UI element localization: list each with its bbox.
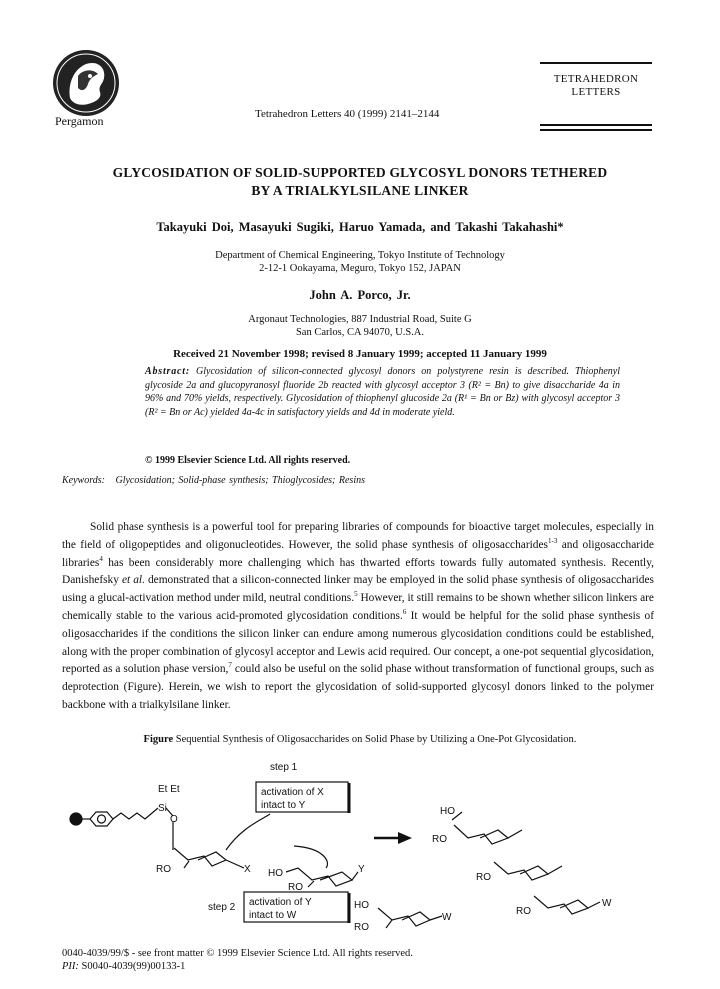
journal-citation: Tetrahedron Letters 40 (1999) 2141–2144 [255, 108, 440, 120]
box2-line2: intact to W [249, 910, 297, 921]
text-segment: and oligosaccharide libraries [62, 538, 654, 569]
series-rule-bottom-2 [540, 129, 652, 131]
body-text [62, 519, 654, 715]
author-list: Takayuki Doi, Masayuki Sugiki, Haruo Yamada, and Takashi Takahashi* [156, 220, 564, 234]
et-al: et al. [121, 574, 145, 587]
text-segment: It would be helpful for the solid phase synthesis of oligosaccharides if the conditions the silicon linker can endure among numerous glycosidation conditions could be established, along with the proper combination of glycosyl acceptor and Lewis acid required. Our concept, a one-pot sequential glycosidation, reported as a solution phase version, [62, 609, 654, 676]
affiliation-2-line-2: San Carlos, CA 94070, U.S.A. [295, 327, 425, 338]
ro-label-product-2: RO [476, 872, 491, 883]
text-segment: Solid phase synthesis is a powerful tool for preparing libraries of compounds for bioactive target molecules, especially in the field of oligopeptides and oligonucleotides. However, the solid phase synthesis of oligosaccharides [62, 521, 654, 551]
y-label: Y [358, 864, 365, 875]
affiliation-2 [40, 313, 680, 339]
citation-ref: 7 [228, 661, 232, 670]
text-segment: could also be useful on the solid phase without transformation of functional groups, such as deprotection (Figure). Herein, we wish to report the glycosidation of solid-supported glycosyl donors linked to the polymer backbone with a trialkylsilane linker. [62, 663, 654, 711]
keywords [62, 475, 365, 486]
series-rule-bottom-1 [540, 124, 652, 126]
et-groups: Et Et [158, 784, 180, 795]
footer [62, 947, 413, 973]
x-label: X [244, 864, 251, 875]
keywords-items: Glycosidation; Solid-phase synthesis; Thioglycosides; Resins [115, 475, 365, 486]
box1-line2: intact to Y [261, 800, 306, 811]
abstract-label: Abstract: [145, 366, 190, 377]
series-line-1: TETRAHEDRON [553, 73, 639, 85]
reaction-arrow [374, 832, 412, 844]
citation-ref: 6 [402, 608, 407, 617]
journal-series-name [540, 73, 652, 99]
received-dates: Received 21 November 1998; revised 8 January 1999; accepted 11 January 1999 [173, 348, 547, 360]
series-rule-top [540, 62, 652, 64]
ro-label-product-3: RO [516, 906, 531, 917]
ho-label-product: HO [440, 806, 455, 817]
keywords-label: Keywords: [62, 475, 105, 486]
pii-value: S0040-4039(99)00133-1 [78, 961, 186, 972]
title-line-2: BY A TRIALKYLSILANE LINKER [251, 183, 469, 198]
abstract [145, 365, 620, 419]
figure-caption-text: Sequential Synthesis of Oligosaccharides on Solid Phase by Utilizing a One-Pot Glycosidation. [175, 734, 577, 745]
o-atom: O [170, 814, 178, 825]
affiliation-2-line-1: Argonaut Technologies, 887 Industrial Road, Suite G [248, 314, 472, 325]
ro-label-product-1: RO [432, 834, 447, 845]
ho-label-1: HO [268, 868, 283, 879]
pii-label: PII: [62, 961, 79, 972]
text-segment: However, it still remains to be shown whether silicon linkers are chemically stable to the various acid-promoted glycosidation conditions. [62, 592, 654, 622]
reaction-scheme [56, 750, 666, 930]
footer-pii [62, 960, 413, 973]
publisher-logo [48, 48, 124, 118]
citation-ref: 4 [99, 554, 103, 563]
step1-label: step 1 [270, 762, 298, 773]
figure-label: Figure [143, 734, 174, 745]
author-2: John A. Porco, Jr. [309, 288, 411, 302]
citation-ref: 5 [354, 590, 358, 599]
abstract-copyright: © 1999 Elsevier Science Ltd. All rights reserved. [145, 455, 351, 466]
affiliation-1-line-1: Department of Chemical Engineering, Tokyo Institute of Technology [215, 250, 505, 261]
affiliation-1-line-2: 2-12-1 Ookayama, Meguro, Tokyo 152, JAPAN [259, 263, 461, 274]
product-sugar-2 [494, 862, 548, 880]
box1-line1: activation of X [261, 787, 324, 798]
ho-label-2: HO [354, 900, 369, 911]
ro-label-2: RO [288, 882, 303, 893]
text-segment: demonstrated that a silicon-connected linker may be employed in the solid phase synthesis of oligosaccharides using a glucal-activation method under mild, neutral conditions. [62, 574, 654, 605]
paper-title [40, 164, 680, 200]
resin-bead [70, 813, 82, 825]
abstract-text: Glycosidation of silicon-connected glycosyl donors on polystyrene resin is described. Thiophenyl glycoside 2a and glucopyranosyl fluoride 2b reacted with glycosyl acceptor 3 (R² = Bn) to give disaccharide 4a in 96% and 70% yields, respectively. Glycosidation of thiophenyl glucoside 2a (R¹ = Bn or Bz) with glycosyl acceptor 3 (R² = Bn or Ac) yielded 4a-4c in satisfactory yields and 4d in moderate yield. [145, 366, 620, 418]
ro-label-1: RO [156, 864, 171, 875]
alkyl-chain [113, 808, 158, 819]
text-segment: has been considerably more challenging which has thwarted efforts towards fully automated synthesis. Recently, Danishefsky [62, 556, 654, 587]
figure-caption [40, 734, 680, 745]
product-sugar-1 [454, 825, 508, 844]
si-atom: Si [158, 803, 167, 814]
box2-line1: activation of Y [249, 897, 312, 908]
sugar-ring-1 [174, 848, 226, 866]
product-sugar-3 [534, 896, 588, 914]
ro-label-3: RO [354, 922, 369, 930]
series-line-2: LETTERS [571, 86, 621, 98]
sugar-ring-3 [378, 908, 430, 926]
step2-label: step 2 [208, 902, 236, 913]
paragraph-1 [62, 519, 654, 715]
publisher-name: Pergamon [55, 114, 104, 128]
affiliation-1 [40, 249, 680, 275]
w-label-1: W [442, 912, 452, 923]
benzene-ring [90, 812, 113, 826]
w-label-product: W [602, 898, 612, 909]
footer-copyright: 0040-4039/99/$ - see front matter © 1999 Elsevier Science Ltd. All rights reserved. [62, 948, 413, 959]
title-line-1: GLYCOSIDATION OF SOLID-SUPPORTED GLYCOSYL DONORS TETHERED [112, 165, 608, 180]
citation-ref: 1-3 [547, 537, 558, 545]
